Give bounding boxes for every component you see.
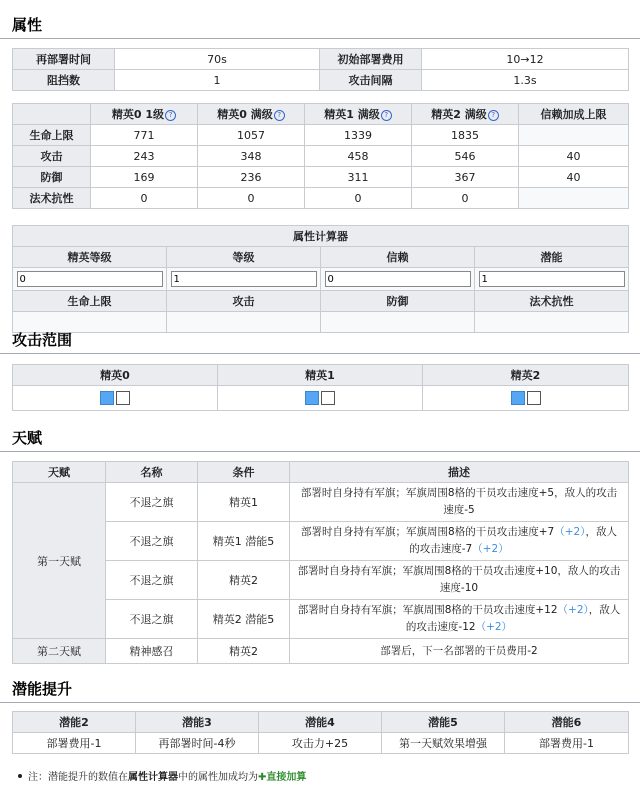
stats-header: 精英0 满级 ? [198,104,305,125]
stat-cell: 0 [91,188,198,209]
stat-cell: 771 [91,125,198,146]
talent-name: 不退之旗 [106,561,198,600]
redeploy-value: 70s [115,49,320,70]
calc-input-cell [475,268,629,291]
talent-condition: 精英2 潜能5 [198,600,290,639]
talent-first-label: 第一天赋 [13,483,106,639]
talent-description: 部署后，下一名部署的干员费用-2 [290,639,629,664]
range-grid-elite0 [13,386,218,411]
range-cell-self [100,391,114,405]
stat-cell: 0 [305,188,412,209]
stat-trust-cell [519,125,629,146]
stat-label: 生命上限 [13,125,91,146]
range-cell-self [305,391,319,405]
stat-cell: 348 [198,146,305,167]
stats-header: 精英0 1级 ? [91,104,198,125]
calc-field-label: 潜能 [475,247,629,268]
calc-output-value [167,312,321,333]
range-header: 精英1 [218,365,423,386]
stat-cell: 546 [412,146,519,167]
calculator-title: 属性计算器 [13,226,629,247]
stat-cell: 367 [412,167,519,188]
talent-condition: 精英1 潜能5 [198,522,290,561]
help-icon[interactable]: ? [488,110,499,121]
range-table [12,364,629,411]
potential-value: 攻击力+25 [259,733,382,754]
talent-condition: 精英2 [198,639,290,664]
stat-cell: 1057 [198,125,305,146]
stats-header: 精英2 满级 ? [412,104,519,125]
stat-cell: 1835 [412,125,519,146]
range-cell-attack [527,391,541,405]
block-label: 阻挡数 [13,70,115,91]
potential-value: 第一天赋效果增强 [382,733,505,754]
calc-output-label: 生命上限 [13,291,167,312]
talent-description: 部署时自身持有军旗；军旗周围8格的干员攻击速度+10，敌人的攻击速度-10 [290,561,629,600]
calc-field-label: 信赖 [321,247,475,268]
stat-cell: 458 [305,146,412,167]
footnote: 注：潜能提升的数值在属性计算器中的属性加成均为✚直接加算 [18,768,306,783]
stats-table [12,103,629,209]
potential-header: 潜能3 [136,712,259,733]
level-input[interactable] [171,271,317,287]
section-title-potential: 潜能提升 [0,680,640,703]
stat-cell: 0 [198,188,305,209]
stat-label: 防御 [13,167,91,188]
stat-cell: 169 [91,167,198,188]
calc-output-value [475,312,629,333]
stat-trust-cell: 40 [519,167,629,188]
stat-label: 攻击 [13,146,91,167]
redeploy-label: 再部署时间 [13,49,115,70]
section-title-attributes: 属性 [0,16,640,39]
block-value: 1 [115,70,320,91]
stats-corner [13,104,91,125]
talent-name: 精神感召 [106,639,198,664]
potential-header: 潜能4 [259,712,382,733]
potential-table [12,711,629,754]
range-cell-attack [116,391,130,405]
potential-header: 潜能5 [382,712,505,733]
talent-second-label: 第二天赋 [13,639,106,664]
help-icon[interactable]: ? [381,110,392,121]
potential-header: 潜能2 [13,712,136,733]
stat-cell: 236 [198,167,305,188]
stat-cell: 311 [305,167,412,188]
calc-output-label: 防御 [321,291,475,312]
talent-description: 部署时自身持有军旗；军旗周围8格的干员攻击速度+12（+2），敌人的攻击速度-12（+2） [290,600,629,639]
help-icon[interactable]: ? [165,110,176,121]
calc-field-label: 精英等级 [13,247,167,268]
interval-value: 1.3s [422,70,629,91]
help-icon[interactable]: ? [274,110,285,121]
talent-description: 部署时自身持有军旗；军旗周围8格的干员攻击速度+7（+2），敌人的攻击速度-7（+2） [290,522,629,561]
talent-header: 名称 [106,462,198,483]
elite-level-input[interactable] [17,271,163,287]
potential-input[interactable] [479,271,625,287]
cost-value: 10→12 [422,49,629,70]
interval-label: 攻击间隔 [320,70,422,91]
calculator-table [12,225,629,333]
calc-output-value [321,312,475,333]
talent-header: 条件 [198,462,290,483]
talent-name: 不退之旗 [106,600,198,639]
stat-cell: 243 [91,146,198,167]
talents-table [12,461,629,664]
range-cell-attack [321,391,335,405]
section-title-talents: 天赋 [0,429,640,452]
range-grid-elite1 [218,386,423,411]
talent-description: 部署时自身持有军旗；军旗周围8格的干员攻击速度+5，敌人的攻击速度-5 [290,483,629,522]
calc-field-label: 等级 [167,247,321,268]
range-cell-self [511,391,525,405]
stat-cell: 1339 [305,125,412,146]
range-grid-elite2 [423,386,629,411]
talent-condition: 精英2 [198,561,290,600]
potential-value: 部署费用-1 [505,733,629,754]
talent-name: 不退之旗 [106,522,198,561]
calc-output-label: 法术抗性 [475,291,629,312]
stat-trust-cell [519,188,629,209]
talent-header: 天赋 [13,462,106,483]
calc-input-cell [321,268,475,291]
calc-output-value [13,312,167,333]
potential-value: 再部署时间-4秒 [136,733,259,754]
stats-header: 精英1 满级 ? [305,104,412,125]
potential-value: 部署费用-1 [13,733,136,754]
stats-header: 信赖加成上限 [519,104,629,125]
cost-label: 初始部署费用 [320,49,422,70]
trust-input[interactable] [325,271,471,287]
calc-input-cell [167,268,321,291]
range-header: 精英2 [423,365,629,386]
bullet-icon [18,774,22,778]
talent-name: 不退之旗 [106,483,198,522]
stat-trust-cell: 40 [519,146,629,167]
stat-label: 法术抗性 [13,188,91,209]
potential-header: 潜能6 [505,712,629,733]
range-header: 精英0 [13,365,218,386]
section-title-range: 攻击范围 [0,331,640,354]
talent-condition: 精英1 [198,483,290,522]
talent-header: 描述 [290,462,629,483]
stat-cell: 0 [412,188,519,209]
basic-info-table [12,48,629,91]
calc-input-cell [13,268,167,291]
calc-output-label: 攻击 [167,291,321,312]
